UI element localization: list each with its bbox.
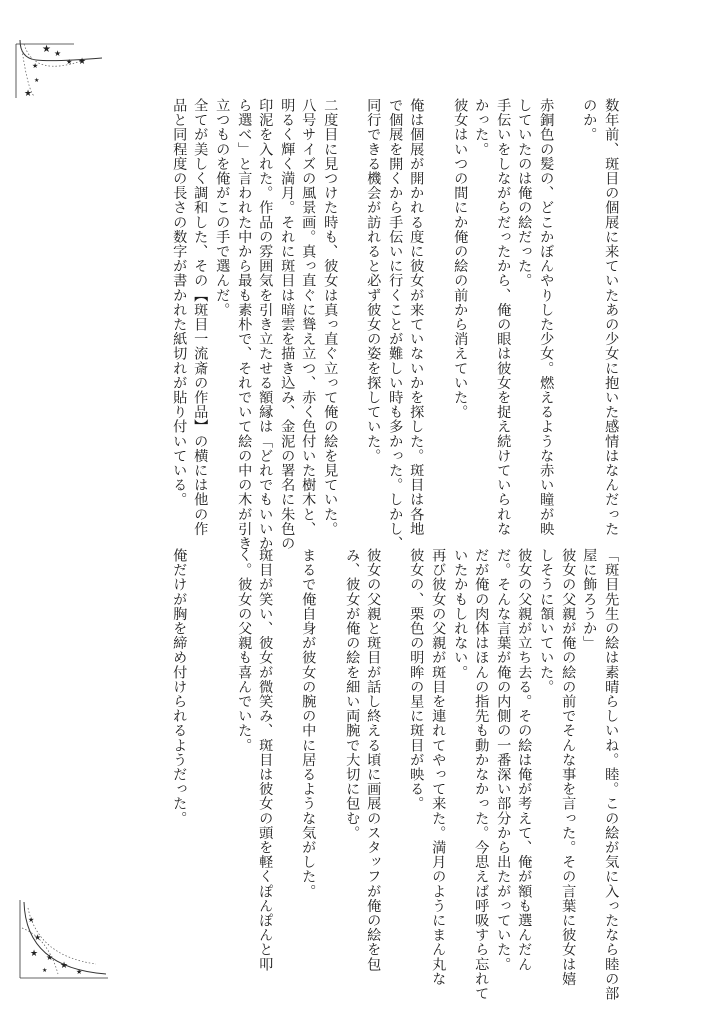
text-column: 同行できる機会が訪れると必ず彼女の姿を探していた。	[365, 98, 382, 463]
svg-text:★: ★	[30, 949, 39, 959]
text-column: だが俺の肉体はほんの指先も動かなかった。今思えば呼吸すら忘れて	[473, 548, 490, 1001]
text-column: 彼女の父親が俺の絵の前でそんな事を言った。その言葉に彼女は嬉	[560, 548, 577, 986]
text-column: のか。	[581, 98, 598, 142]
text-column: 再び彼女の父親が斑目を連れてやって来た。満月のようにまん丸な	[430, 548, 447, 986]
text-column: 印泥を入れた。作品の雰囲気を引き立たせる額縁は「どれでもいいか	[257, 98, 274, 551]
text-column: 俺だけが胸を締め付けられるようだった。	[171, 548, 188, 826]
text-column: 八号サイズの風景画。真っ直ぐに聳え立つ、赤く色付いた樹木と、	[300, 98, 317, 536]
text-column: 赤銅色の髪の、どこかぼんやりした少女。燃えるような赤い瞳が映	[538, 98, 555, 536]
svg-text:★: ★	[78, 57, 87, 67]
text-column: 明るく輝く満月。それに斑目は暗雲を描き込み、金泥の署名に朱色の	[279, 98, 296, 551]
star-ornament-icon	[14, 38, 104, 100]
text-column: 屋に飾ろうか」	[581, 548, 598, 651]
text-column: 全てが美しく調和した、その【斑目一流斎の作品】の横には他の作	[192, 98, 209, 536]
text-column: 手伝いをしながらだったから、俺の眼は彼女を捉え続けていられな	[495, 98, 512, 536]
text-column: していたのは俺の絵だった。	[516, 98, 533, 288]
text-column: かった。	[473, 98, 490, 157]
text-column: 俺は個展が開かれる度に彼女が来ていないかを探した。斑目は各地	[408, 98, 425, 536]
text-column: 斑目が笑い、彼女が微笑み、斑目は彼女の頭を軽くぽんぽんと叩	[257, 548, 274, 972]
corner-ornament-bottom-left	[18, 898, 110, 980]
svg-text:★: ★	[24, 89, 33, 99]
svg-text:★: ★	[46, 953, 54, 962]
svg-text:★: ★	[32, 62, 39, 70]
text-column: 品と同程度の長さの数字が書かれた紙切れが貼り付いている。	[171, 98, 188, 507]
svg-text:★: ★	[34, 77, 40, 84]
text-column: まるで俺自身が彼女の腕の中に居るような気がした。	[300, 548, 317, 899]
svg-text:★: ★	[42, 44, 51, 55]
text-column: 立つものを俺がこの手で選んだ。	[214, 98, 231, 317]
text-column: 数年前、斑目の個展に来ていたあの少女に抱いた感情はなんだった	[603, 98, 620, 536]
text-column: 二度目に見つけた時も、彼女は真っ直ぐ立って俺の絵を見ていた。	[322, 98, 339, 536]
text-column: く。彼女の父親も喜んでいた。	[236, 548, 253, 753]
svg-text:★: ★	[76, 968, 83, 976]
svg-text:★: ★	[34, 933, 42, 942]
star-ornament-icon	[18, 898, 110, 980]
text-column: しそうに頷いていた。	[538, 548, 555, 694]
text-column: 彼女の、栗色の明眸の星に斑目が映る。	[408, 548, 425, 811]
text-column: 「斑目先生の絵は素晴らしいね。睦。この絵が気に入ったなら睦の部	[603, 548, 620, 1001]
text-column: ら選べ」と言われた中から最も素朴で、それでいて絵の中の木が引き	[236, 98, 253, 551]
svg-text:★: ★	[60, 961, 69, 971]
corner-ornament-top-left	[14, 38, 104, 100]
svg-text:★: ★	[42, 967, 48, 974]
text-column: 彼女の父親と斑目が話し終える頃に画展のスタッフが俺の絵を包	[365, 548, 382, 972]
text-column: だ。そんな言葉が俺の内側の一番深い部分から出たがっていた。	[495, 548, 512, 972]
text-column: み、彼女が俺の絵を細い両腕で大切に包む。	[344, 548, 361, 840]
text-column: 彼女の父親が立ち去る。その絵は俺が考えて、俺が額も選んだん	[516, 548, 533, 972]
text-column: 彼女はいつの間にか俺の絵の前から消えていた。	[452, 98, 469, 420]
text-column: いたかもしれない。	[452, 548, 469, 680]
text-column: で個展を開くから手伝いに行くことが難しい時も多かった。しかし、	[387, 98, 404, 551]
svg-text:★: ★	[66, 58, 73, 66]
svg-text:★: ★	[54, 49, 62, 58]
svg-text:★: ★	[28, 916, 35, 924]
